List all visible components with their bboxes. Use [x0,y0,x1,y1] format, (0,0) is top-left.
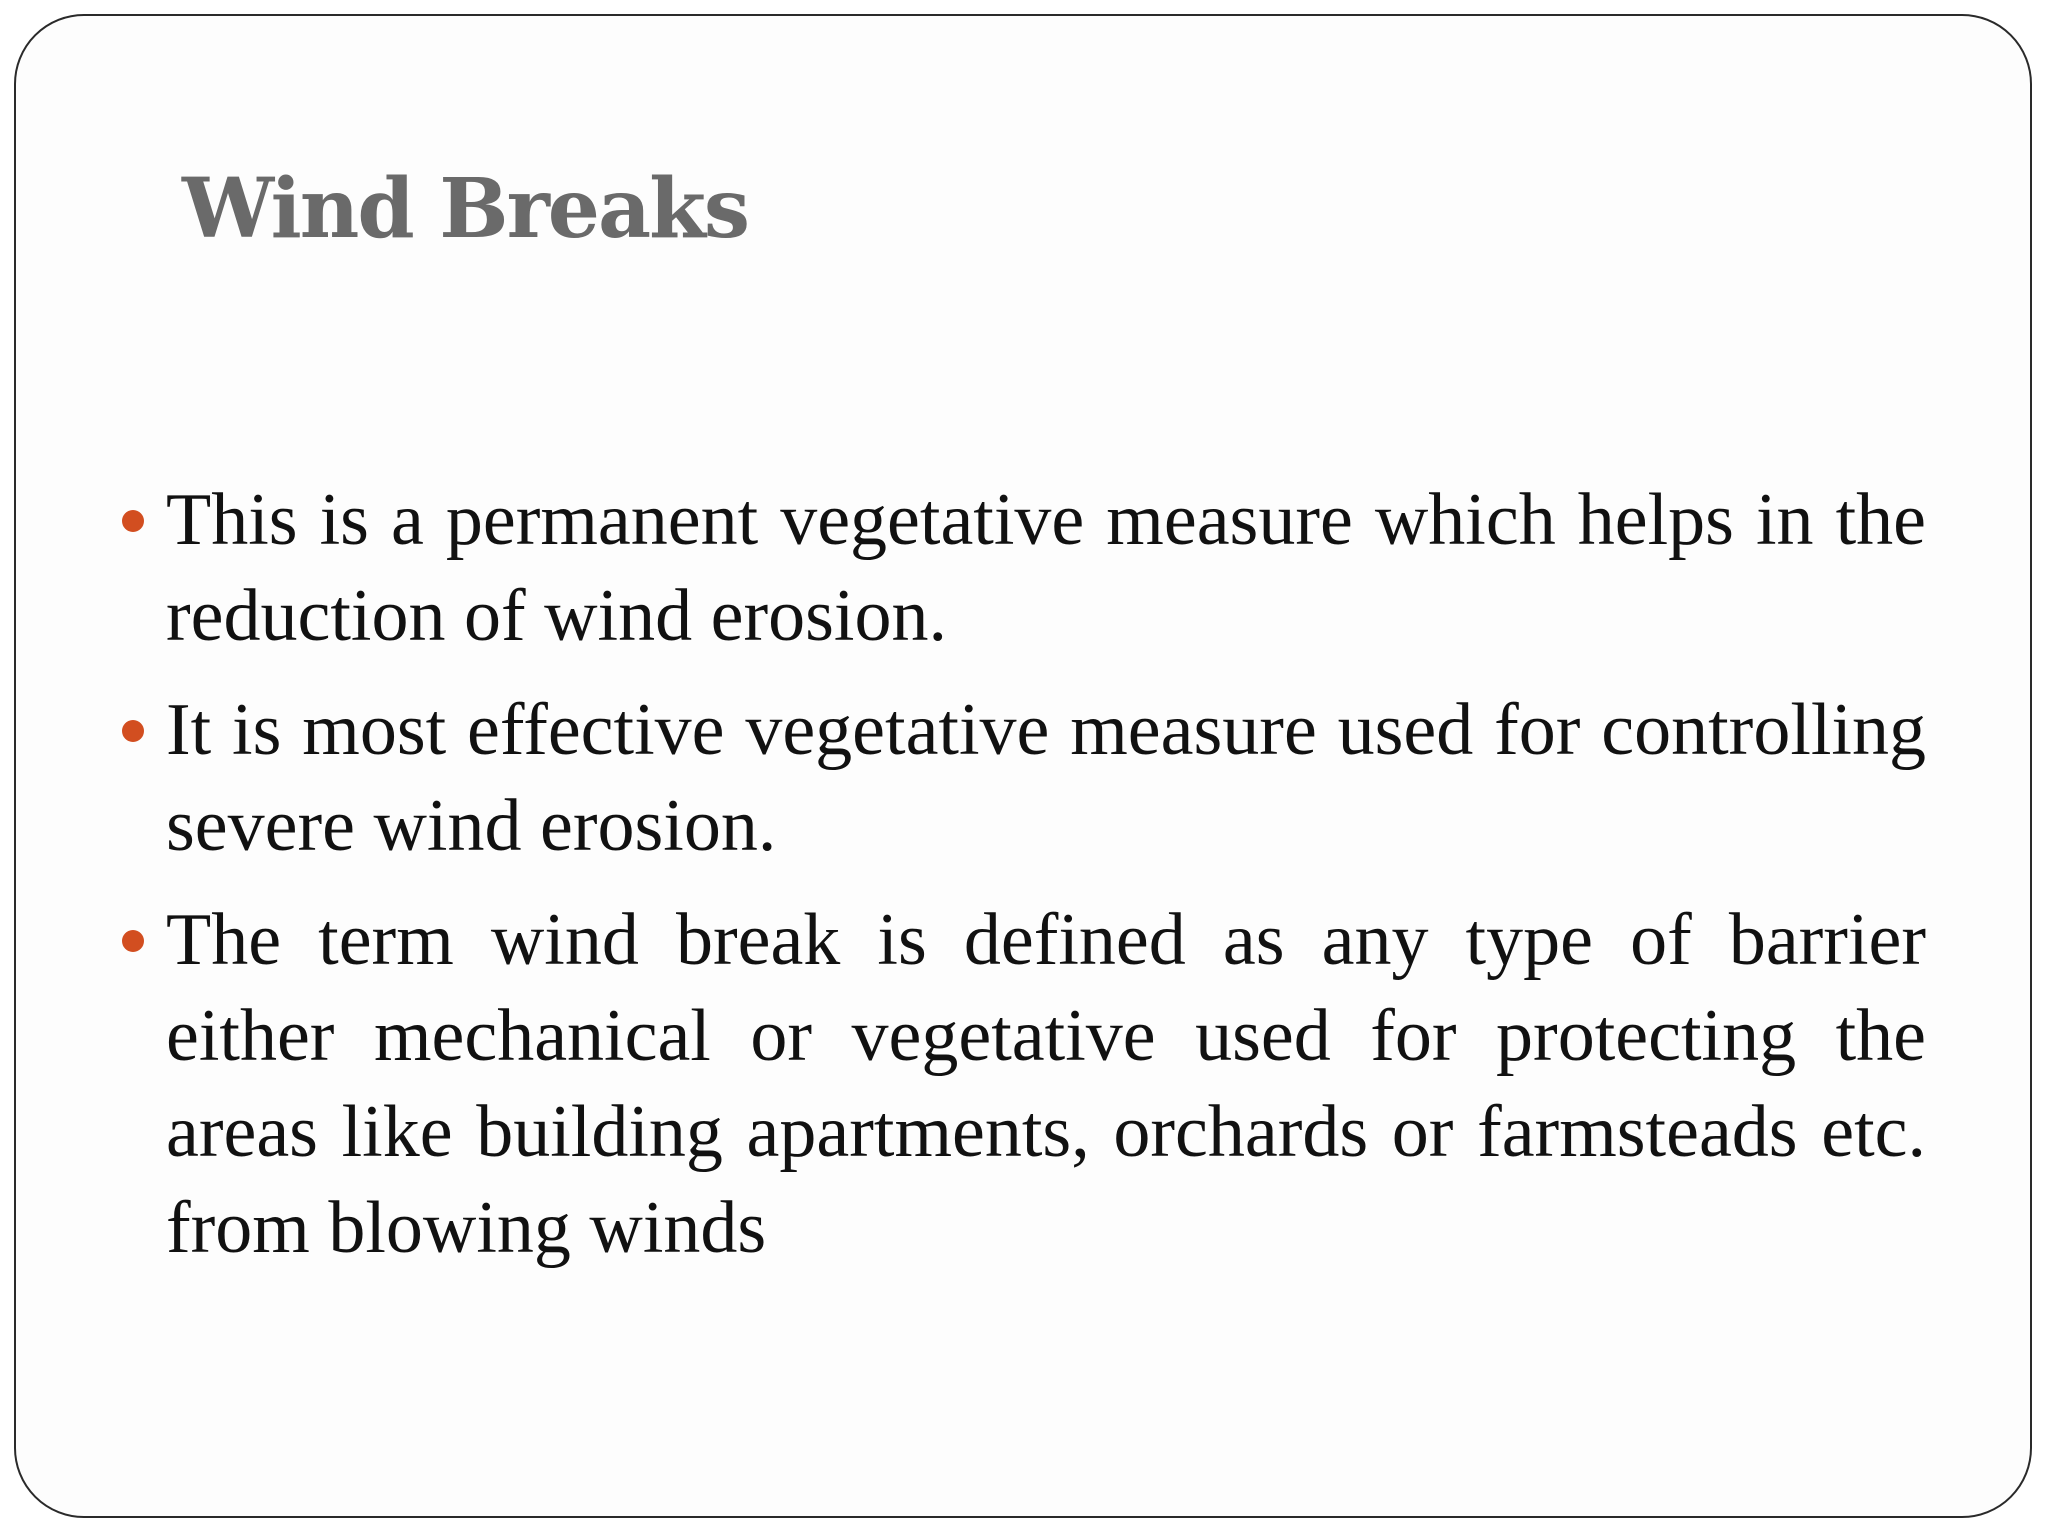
bullet-dot-icon [122,720,144,742]
bullet-list [166,472,1926,1294]
bullet-text: It is most effective vegetative measure used for controlling severe wind erosion. [166,689,1926,867]
bullet-dot-icon [122,510,144,532]
slide-title: Wind Breaks [182,161,749,257]
bullet-item [166,472,1926,664]
bullet-text: This is a permanent vegetative measure which helps in the reduction of wind erosion. [166,479,1926,657]
bullet-item [166,892,1926,1276]
slide [14,14,2032,1518]
bullet-text: The term wind break is defined as any type of barrier either mechanical or vegetative used for protecting the areas like building apartments, orchards or farmsteads etc. from blowing winds [166,899,1926,1269]
bullet-dot-icon [122,930,144,952]
bullet-item [166,682,1926,874]
